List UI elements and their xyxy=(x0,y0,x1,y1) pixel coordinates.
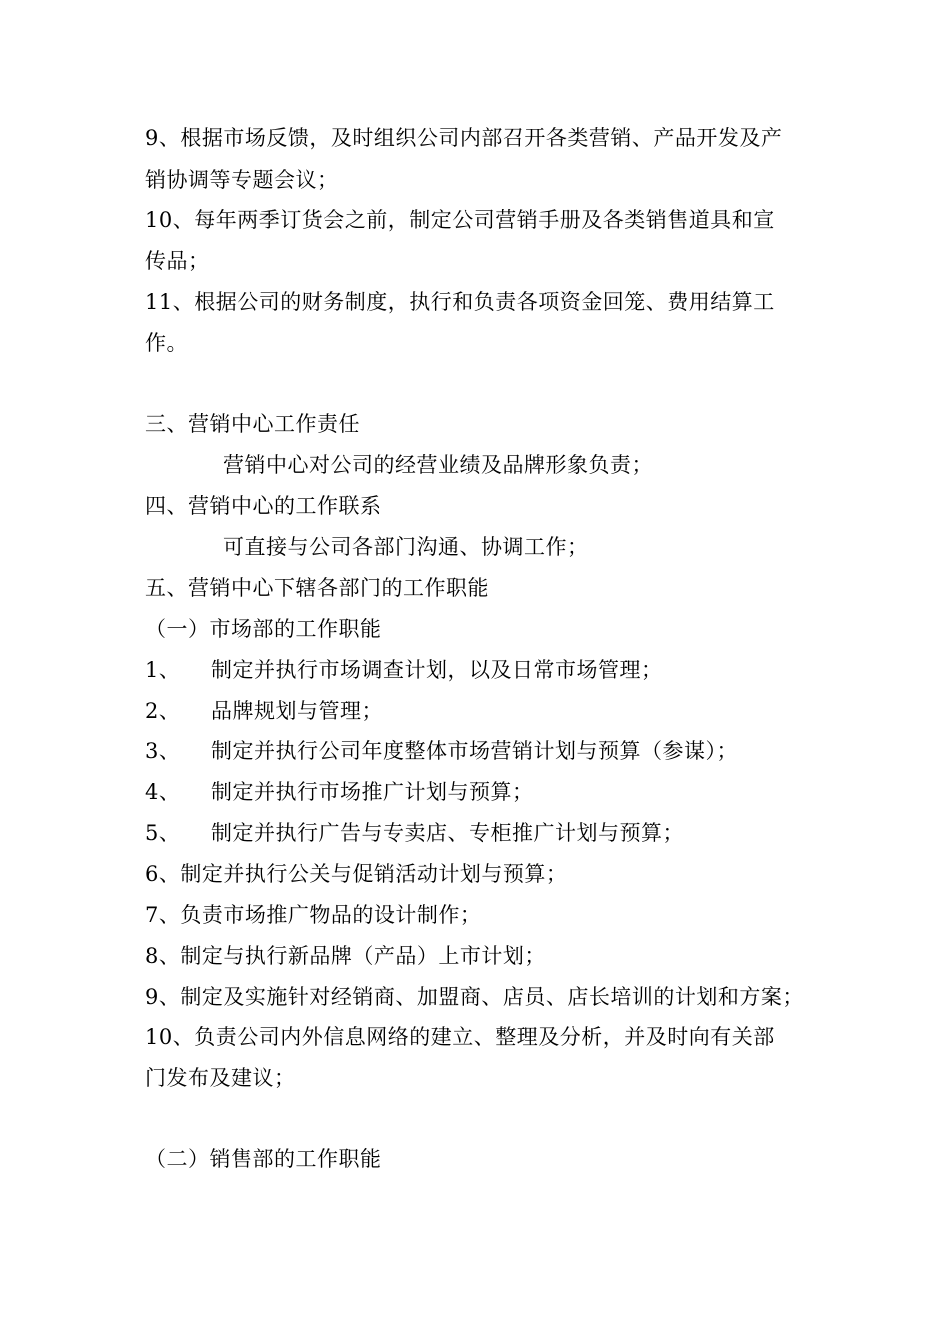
list-item-text: 制定并执行市场推广计划与预算； xyxy=(211,780,534,804)
list-item-text: 制定并执行市场调查计划，以及日常市场管理； xyxy=(211,658,663,682)
text-line: 销协调等专题会议； xyxy=(145,168,339,192)
list-item xyxy=(145,737,738,765)
list-item xyxy=(145,778,534,806)
text-line: 7、负责市场推广物品的设计制作； xyxy=(145,903,482,927)
text-line: 作。 xyxy=(145,331,188,355)
section-heading: 三、营销中心工作责任 xyxy=(145,412,360,436)
subsection-heading: （二）销售部的工作职能 xyxy=(145,1147,382,1171)
list-item-text: 制定并执行公司年度整体市场营销计划与预算（参谋）； xyxy=(211,739,738,763)
list-item-text: 品牌规划与管理； xyxy=(211,699,383,723)
text-line: 门发布及建议； xyxy=(145,1066,296,1090)
section-body: 可直接与公司各部门沟通、协调工作； xyxy=(223,535,589,559)
text-line: 6、制定并执行公关与促销活动计划与预算； xyxy=(145,862,568,886)
text-line: 10、负责公司内外信息网络的建立、整理及分析，并及时向有关部 xyxy=(145,1025,775,1049)
list-item-number: 1、 xyxy=(145,658,181,682)
section-heading: 五、营销中心下辖各部门的工作职能 xyxy=(145,576,489,600)
text-line: 9、根据市场反馈，及时组织公司内部召开各类营销、产品开发及产 xyxy=(145,126,783,150)
text-line: 9、制定及实施针对经销商、加盟商、店员、店长培训的计划和方案； xyxy=(145,985,804,1009)
section-body: 营销中心对公司的经营业绩及品牌形象负责； xyxy=(223,453,653,477)
subsection-heading: （一）市场部的工作职能 xyxy=(145,617,382,641)
list-item-number: 2、 xyxy=(145,699,181,723)
list-item-number: 3、 xyxy=(145,739,181,763)
list-item xyxy=(145,697,383,725)
text-line: 11、根据公司的财务制度，执行和负责各项资金回笼、费用结算工 xyxy=(145,290,775,314)
text-line: 传品； xyxy=(145,249,210,273)
list-item-number: 4、 xyxy=(145,780,181,804)
text-line: 8、制定与执行新品牌（产品）上市计划； xyxy=(145,944,546,968)
text-line: 10、每年两季订货会之前，制定公司营销手册及各类销售道具和宣 xyxy=(145,208,775,232)
list-item-number: 5、 xyxy=(145,821,181,845)
list-item-text: 制定并执行广告与专卖店、专柜推广计划与预算； xyxy=(211,821,684,845)
list-item xyxy=(145,656,663,684)
section-heading: 四、营销中心的工作联系 xyxy=(145,494,382,518)
list-item xyxy=(145,819,684,847)
